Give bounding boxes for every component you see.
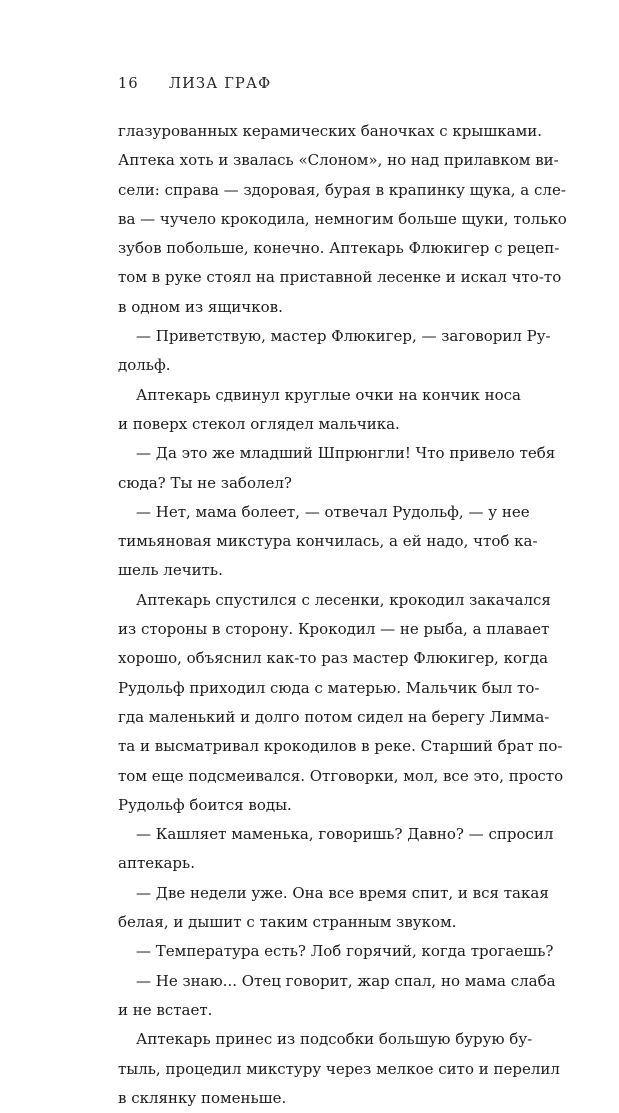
- text-line: — Нет, мама болеет, — отвечал Рудольф, — у нее: [136, 502, 530, 521]
- text-line: — Кашляет маменька, говоришь? Давно? — спросил: [136, 825, 554, 844]
- text-line: та и высматривал крокодилов в реке. Старший брат по-: [118, 737, 563, 756]
- text-line: хорошо, объяснил как-то раз мастер Флюкигер, когда: [118, 649, 549, 668]
- text-line: — Приветствую, мастер Флюкигер, — заговорил Ру-: [136, 327, 551, 346]
- text-line: в склянку поменьше.: [118, 1088, 287, 1107]
- text-line: дольф.: [118, 356, 171, 375]
- text-line: сели: справа — здоровая, бурая в крапинку щука, а сле-: [118, 180, 566, 199]
- text-line: — Температура есть? Лоб горячий, когда трогаешь?: [136, 942, 554, 961]
- text-line: Аптекарь сдвинул круглые очки на кончик носа: [136, 385, 521, 404]
- text-line: гда маленький и долго потом сидел на берегу Лимма-: [118, 707, 550, 726]
- text-line: сюда? Ты не заболел?: [118, 473, 292, 492]
- text-line: белая, и дышит с таким странным звуком.: [118, 913, 457, 932]
- text-line: ва — чучело крокодила, немногим больше щуки, только: [118, 209, 567, 228]
- text-line: из стороны в сторону. Крокодил — не рыба, а плавает: [118, 620, 550, 639]
- text-line: Аптекарь спустился с лесенки, крокодил закачался: [136, 590, 551, 609]
- text-line: Аптекарь принес из подсобки большую бурую бу-: [136, 1030, 533, 1049]
- running-header: [118, 76, 271, 92]
- text-line: в одном из ящичков.: [118, 297, 283, 316]
- text-line: — Да это же младший Шпрюнгли! Что привело тебя: [136, 444, 556, 463]
- text-line: — Не знаю... Отец говорит, жар спал, но мама слаба: [136, 971, 556, 990]
- text-line: зубов побольше, конечно. Аптекарь Флюкигер с рецеп-: [118, 239, 560, 258]
- body-text: [118, 117, 567, 1113]
- text-line: том в руке стоял на приставной лесенке и искал что-то: [118, 268, 562, 287]
- text-line: — Две недели уже. Она все время спит, и вся такая: [136, 883, 549, 902]
- text-line: тимьяновая микстура кончилась, а ей надо, чтоб ка-: [118, 532, 538, 551]
- text-line: шель лечить.: [118, 561, 223, 580]
- text-line: Рудольф приходил сюда с матерью. Мальчик был то-: [118, 678, 540, 697]
- text-line: и не встает.: [118, 1000, 213, 1019]
- text-line: тыль, процедил микстуру через мелкое сито и перелил: [118, 1059, 560, 1078]
- text-line: аптекарь.: [118, 854, 195, 873]
- text-line: и поверх стекол оглядел мальчика.: [118, 414, 400, 433]
- text-line: глазурованных керамических баночках с крышками.: [118, 122, 543, 140]
- text-line: том еще подсмеивался. Отговорки, мол, все это, просто: [118, 766, 564, 785]
- text-line: Рудольф боится воды.: [118, 795, 292, 814]
- author-name: ЛИЗА ГРАФ: [168, 76, 272, 92]
- text-line: Аптека хоть и звалась «Слоном», но над прилавком ви-: [118, 151, 559, 170]
- page-number: 16: [118, 76, 139, 92]
